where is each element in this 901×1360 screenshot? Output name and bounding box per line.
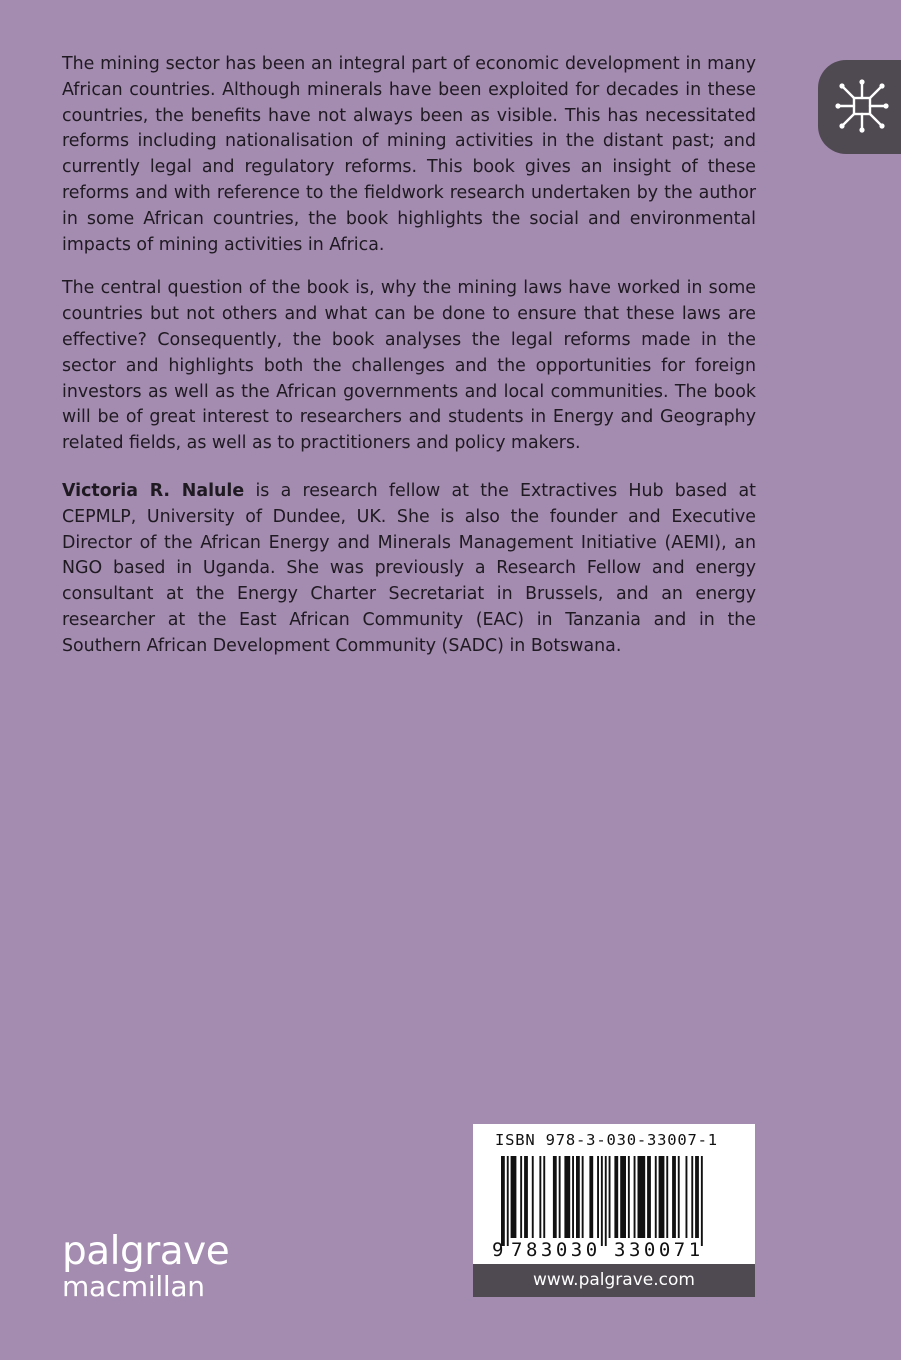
barcode-bar <box>564 1156 570 1238</box>
palgrave-logo-tab <box>818 60 901 154</box>
palgrave-logo-icon <box>832 76 892 136</box>
barcode-bar <box>655 1156 657 1238</box>
barcode-bar <box>507 1156 509 1246</box>
barcode-bar <box>576 1156 580 1238</box>
barcode-bar <box>672 1156 676 1238</box>
barcode-bar <box>605 1156 607 1246</box>
blurb-paragraph-1: The mining sector has been an integral part of economic development in many African countries. Although minerals have been exploited for decades in these countries, the benefits have not always been as visible. This has necessitated reforms including nationalisation of mining activities in the distant past; and currently legal and regulatory reforms. This book gives an insight of these reforms and with reference to the fieldwork research undertaken by the author in some African countries, the book highlights the social and environmental impacts of mining activities in Africa. <box>62 54 756 255</box>
barcode-bar <box>638 1156 646 1238</box>
barcode-bar <box>524 1156 528 1238</box>
publisher-line-1: palgrave <box>62 1229 230 1274</box>
author-bio <box>62 479 756 660</box>
barcode-bar <box>647 1156 651 1238</box>
author-name: Victoria R. Nalule <box>62 480 245 501</box>
author-bio-text: is a research fellow at the Extractives Hub based at CEPMLP, University of Dundee, UK. She is also the founder and Executive Director of the African Energy and Minerals Management Initiative (AEMI), an NGO based in Uganda. She was previously a Research Fellow and energy consultant at the Energy Charter Secretariat in Brussels, and an energy researcher at the East African Community (EAC) in Tanzania and in the Southern African Development Community (SADC) in Botswana. <box>62 480 756 656</box>
blurb-paragraph-2: The central question of the book is, why the mining laws have worked in some countries but not others and what can be done to ensure that these laws are effective? Consequently, the book analyses the legal reforms made in the sector and highlights both the challenges and the opportunities for foreign investors as well as the African governments and local communities. The book will be of great interest to researchers and students in Energy and Geography related fields, as well as to practitioners and policy makers. <box>62 278 756 454</box>
barcode-bar <box>609 1156 611 1238</box>
barcode-bar <box>666 1156 668 1238</box>
publisher-wordmark <box>62 1229 230 1303</box>
barcode-bar <box>589 1156 593 1238</box>
barcode-bar <box>597 1156 599 1238</box>
barcode-bar <box>634 1156 636 1238</box>
barcode-digits-right: 330071 <box>614 1239 704 1261</box>
barcode-bar <box>543 1156 545 1238</box>
barcode-bar <box>539 1156 541 1238</box>
barcode-bar <box>520 1156 522 1238</box>
barcode-bar <box>559 1156 561 1238</box>
barcode-bar <box>532 1156 534 1238</box>
barcode-bar <box>582 1156 584 1238</box>
barcode-bar <box>511 1156 517 1238</box>
barcode-bar <box>601 1156 603 1246</box>
barcode-bar <box>678 1156 680 1238</box>
isbn-label: ISBN 978-3-030-33007-1 <box>495 1131 718 1149</box>
back-cover-blurb <box>62 52 756 678</box>
barcode-bar <box>572 1156 574 1238</box>
publisher-line-2: macmillan <box>62 1270 205 1303</box>
barcode-bar <box>501 1156 505 1246</box>
barcode-bars <box>473 1124 755 1264</box>
barcode-digits-left: 783030 <box>511 1239 601 1261</box>
barcode-bar <box>614 1156 618 1238</box>
barcode-bar <box>691 1156 693 1238</box>
barcode-bar <box>553 1156 557 1238</box>
isbn-barcode <box>473 1124 755 1264</box>
barcode-bar <box>686 1156 688 1238</box>
publisher-url: www.palgrave.com <box>473 1264 755 1297</box>
barcode-digit-first: 9 <box>492 1239 504 1261</box>
barcode-bar <box>620 1156 626 1238</box>
barcode-bar <box>695 1156 699 1238</box>
barcode-bar <box>659 1156 665 1238</box>
barcode-bar <box>628 1156 630 1238</box>
barcode-bar <box>701 1156 703 1246</box>
